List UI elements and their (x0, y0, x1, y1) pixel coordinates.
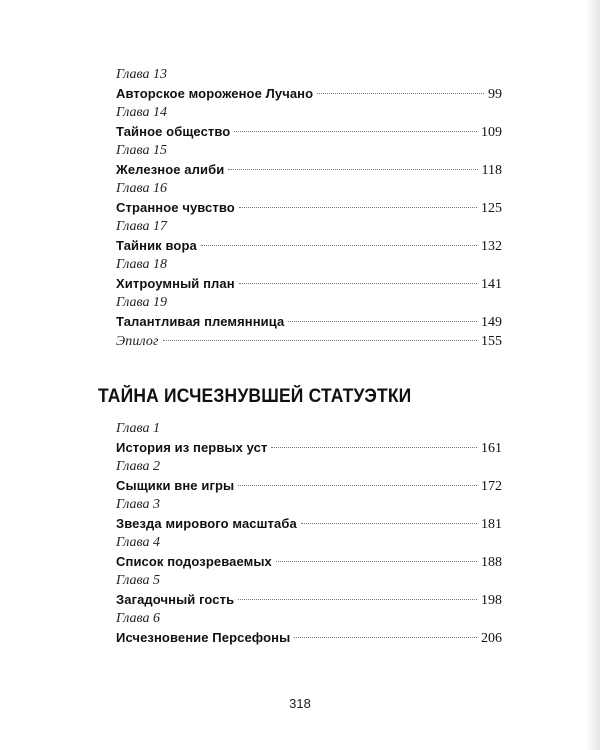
dot-leader (238, 599, 477, 600)
toc-entry (116, 294, 502, 332)
toc-entry (116, 496, 502, 534)
chapter-title: Странное чувство (116, 200, 235, 215)
chapter-label: Глава 19 (116, 295, 167, 310)
chapter-title: История из первых уст (116, 440, 268, 455)
chapter-label: Глава 14 (116, 105, 167, 120)
toc-line (116, 476, 502, 496)
toc-line (116, 84, 502, 104)
epilogue-title: Эпилог (116, 334, 159, 349)
toc-entry (116, 534, 502, 572)
toc-line (116, 274, 502, 294)
dot-leader (317, 93, 484, 94)
page-ref: 125 (481, 201, 502, 216)
page-ref: 149 (481, 315, 502, 330)
toc-line (116, 236, 502, 256)
toc-entry-epilogue (116, 332, 502, 352)
chapter-title: Сыщики вне игры (116, 478, 235, 493)
page-ref: 206 (481, 631, 502, 646)
chapter-title: Талантливая племянница (116, 314, 285, 329)
toc-list-section (116, 420, 502, 648)
dot-leader (228, 169, 477, 170)
chapter-label: Глава 5 (116, 573, 160, 588)
chapter-label: Глава 4 (116, 535, 160, 550)
toc-entry (116, 180, 502, 218)
dot-leader (294, 637, 477, 638)
toc-entry (116, 218, 502, 256)
toc-entry (116, 66, 502, 104)
dot-leader (271, 447, 477, 448)
page-ref: 118 (481, 163, 502, 178)
page-ref: 161 (481, 441, 502, 456)
chapter-title: Звезда мирового масштаба (116, 516, 297, 531)
toc-line (116, 514, 502, 534)
chapter-title: Загадочный гость (116, 592, 235, 607)
toc-entry (116, 610, 502, 648)
dot-leader (201, 245, 477, 246)
chapter-label: Глава 15 (116, 143, 167, 158)
toc-entry (116, 104, 502, 142)
page-ref: 188 (481, 555, 502, 570)
page-edge-shadow (586, 0, 600, 750)
page-ref: 99 (488, 87, 502, 102)
chapter-label: Глава 13 (116, 67, 167, 82)
chapter-title: Хитроумный план (116, 276, 235, 291)
page-ref: 198 (481, 593, 502, 608)
page-number: 318 (289, 696, 311, 711)
toc-list-continued (116, 66, 502, 352)
toc-entry (116, 458, 502, 496)
toc-entry (116, 256, 502, 294)
chapter-title: Исчезновение Персефоны (116, 630, 291, 645)
chapter-title: Авторское мороженое Лучано (116, 86, 314, 101)
dot-leader (276, 561, 477, 562)
page-ref: 109 (481, 125, 502, 140)
toc-line (116, 628, 502, 648)
chapter-label: Глава 18 (116, 257, 167, 272)
dot-leader (234, 131, 477, 132)
chapter-title: Тайное общество (116, 124, 231, 139)
page-ref: 172 (481, 479, 502, 494)
chapter-title: Железное алиби (116, 162, 225, 177)
page-ref: 155 (481, 334, 502, 349)
chapter-label: Глава 1 (116, 421, 160, 436)
toc-line (116, 590, 502, 610)
chapter-label: Глава 16 (116, 181, 167, 196)
dot-leader (239, 283, 477, 284)
section-heading: ТАЙНА ИСЧЕЗНУВШЕЙ СТАТУЭТКИ (98, 386, 412, 407)
page-ref: 141 (481, 277, 502, 292)
dot-leader (163, 340, 477, 341)
chapter-title: Тайник вора (116, 238, 197, 253)
page-ref: 181 (481, 517, 502, 532)
toc-entry (116, 572, 502, 610)
toc-line (116, 438, 502, 458)
chapter-label: Глава 2 (116, 459, 160, 474)
chapter-label: Глава 17 (116, 219, 167, 234)
chapter-title: Список подозреваемых (116, 554, 272, 569)
page-ref: 132 (481, 239, 502, 254)
toc-line (116, 312, 502, 332)
chapter-label: Глава 6 (116, 611, 160, 626)
toc-line (116, 160, 502, 180)
dot-leader (288, 321, 477, 322)
toc-entry (116, 420, 502, 458)
dot-leader (301, 523, 477, 524)
chapter-label: Глава 3 (116, 497, 160, 512)
dot-leader (239, 207, 477, 208)
toc-line (116, 198, 502, 218)
toc-line (116, 552, 502, 572)
toc-line (116, 122, 502, 142)
toc-line (116, 332, 502, 352)
dot-leader (238, 485, 477, 486)
toc-entry (116, 142, 502, 180)
